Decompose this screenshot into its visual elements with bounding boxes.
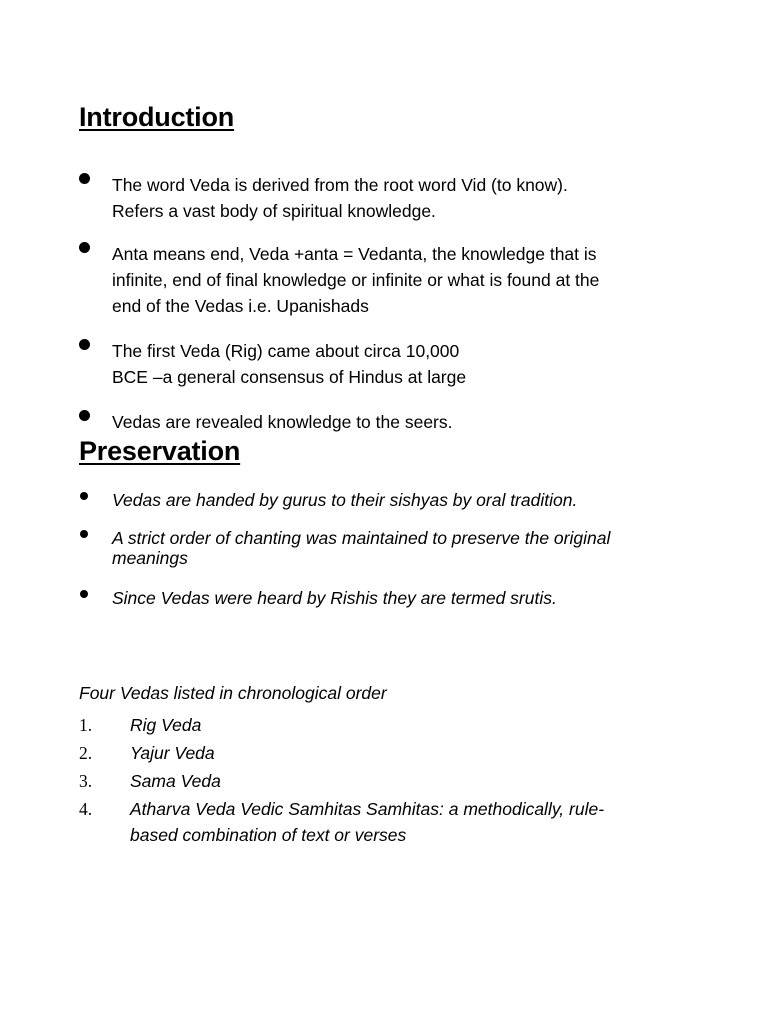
preservation-bullet-text: A strict order of chanting was maintained to preserve the original meanings bbox=[112, 528, 611, 568]
four-vedas-intro: Four Vedas listed in chronological order bbox=[79, 683, 387, 703]
bullet-icon bbox=[79, 173, 90, 184]
introduction-heading: Introduction bbox=[79, 102, 235, 132]
bullet-icon bbox=[80, 530, 88, 538]
bullet-icon bbox=[80, 492, 88, 500]
bullet-icon bbox=[79, 410, 90, 421]
list-number: 4. bbox=[79, 799, 93, 819]
preservation-heading: Preservation bbox=[79, 436, 241, 466]
intro-bullet-text: The first Veda (Rig) came about circa 10,000 BCE –a general consensus of Hindus at large bbox=[112, 341, 467, 387]
intro-bullet-text: Anta means end, Veda +anta = Vedanta, the knowledge that is infinite, end of final knowledge or infinite or what is found at the end of the Vedas i.e. Upanishads bbox=[112, 244, 600, 316]
preservation-bullet-text: Since Vedas were heard by Rishis they are termed srutis. bbox=[112, 588, 557, 608]
intro-bullet-text: Vedas are revealed knowledge to the seers. bbox=[112, 412, 453, 432]
list-number: 1. bbox=[79, 715, 93, 735]
list-item-text: Rig Veda bbox=[130, 715, 202, 735]
list-number: 3. bbox=[79, 771, 93, 791]
list-number: 2. bbox=[79, 743, 93, 763]
preservation-bullet-text: Vedas are handed by gurus to their sishyas by oral tradition. bbox=[112, 490, 578, 510]
intro-bullet-text: The word Veda is derived from the root word Vid (to know). Refers a vast body of spiritual knowledge. bbox=[112, 175, 568, 221]
bullet-icon bbox=[79, 339, 90, 350]
list-item-text: Atharva Veda Vedic Samhitas Samhitas: a methodically, rule- based combination of text or verses bbox=[130, 799, 605, 845]
list-item-text: Sama Veda bbox=[130, 771, 221, 791]
list-item-text: Yajur Veda bbox=[130, 743, 215, 763]
bullet-icon bbox=[80, 590, 88, 598]
bullet-icon bbox=[79, 242, 90, 253]
